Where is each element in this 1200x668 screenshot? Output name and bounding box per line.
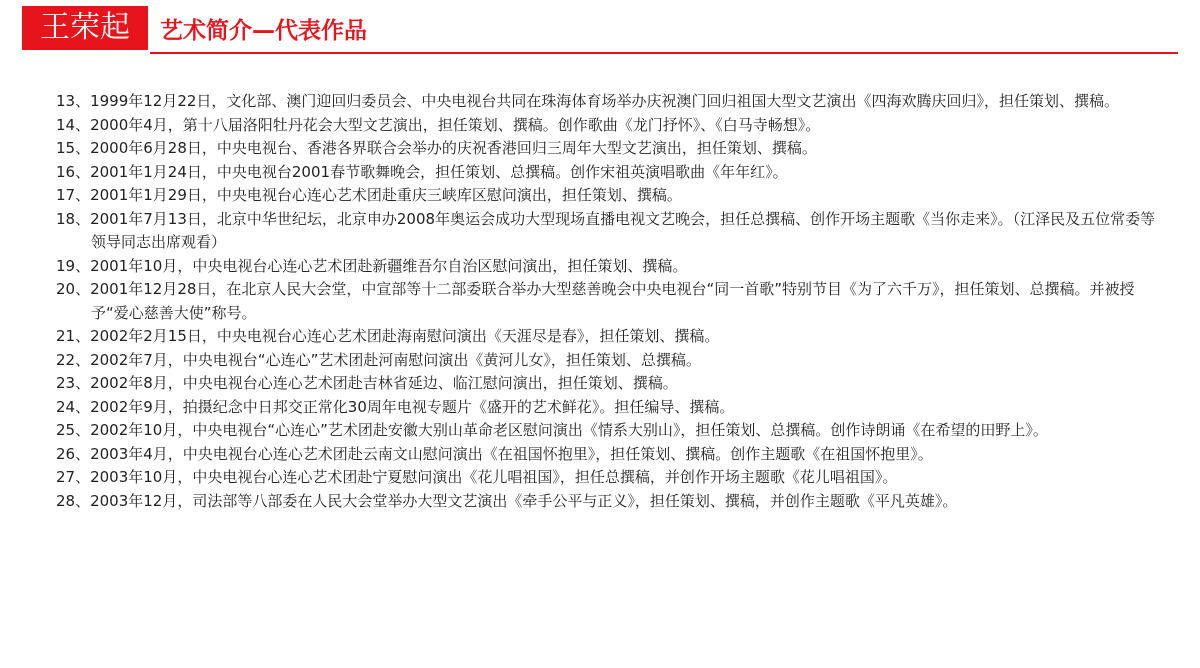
list-item: 18、2001年7月13日，北京中华世纪坛，北京申办2008年奥运会成功大型现场直播电视文艺晚会，担任总撰稿、创作开场主题歌《当你走来》。（江泽民及五位常委等领导同志出席观看） [56, 209, 1156, 251]
list-item: 27、2003年10月，中央电视台心连心艺术团赴宁夏慰问演出《花儿唱祖国》，担任总撰稿，并创作开场主题歌《花儿唱祖国》。 [56, 468, 898, 486]
list-item: 22、2002年7月，中央电视台“心连心”艺术团赴河南慰问演出《黄河儿女》，担任策划、总撰稿。 [56, 350, 701, 369]
list-item: 26、2003年4月，中央电视台心连心艺术团赴云南文山慰问演出《在祖国怀抱里》，担任策划、撰稿。创作主题歌《在祖国怀抱里》。 [56, 444, 933, 463]
list-item: 20、2001年12月28日，在北京人民大会堂，中宣部等十二部委联合举办大型慈善晚会中央电视台“同一首歌”特别节目《为了六千万》，担任策划、总撰稿。并被授予“爱心慈善大使”称号。 [56, 280, 1135, 322]
list-item: 17、2001年1月29日，中央电视台心连心艺术团赴重庆三峡库区慰问演出，担任策划、撰稿。 [56, 186, 682, 204]
list-item: 25、2002年10月，中央电视台“心连心”艺术团赴安徽大别山革命老区慰问演出《情系大别山》，担任策划、总撰稿。创作诗朗诵《在希望的田野上》。 [56, 421, 1048, 439]
list-item: 19、2001年10月，中央电视台心连心艺术团赴新疆维吾尔自治区慰问演出，担任策划、撰稿。 [56, 256, 688, 275]
name-badge: 王荣起 [22, 6, 148, 50]
list-item: 15、2000年6月28日，中央电视台、香港各界联合会举办的庆祝香港回归三周年大型文艺演出，担任策划、撰稿。 [56, 139, 817, 157]
list-item: 21、2002年2月15日，中央电视台心连心艺术团赴海南慰问演出《天涯尽是春》，担任策划、撰稿。 [56, 327, 720, 345]
list-item: 13、1999年12月22日，文化部、澳门迎回归委员会、中央电视台共同在珠海体育场举办庆祝澳门回归祖国大型文艺演出《四海欢腾庆回归》，担任策划、撰稿。 [56, 92, 1119, 110]
list-item: 23、2002年8月，中央电视台心连心艺术团赴吉林省延边、临江慰问演出，担任策划、撰稿。 [56, 374, 678, 392]
list-item: 14、2000年4月，第十八届洛阳牡丹花会大型文艺演出，担任策划、撰稿。创作歌曲《龙门抒怀》、《白马寺畅想》。 [56, 115, 821, 134]
list-item: 28、2003年12月，司法部等八部委在人民大会堂举办大型文艺演出《牵手公平与正义》，担任策划、撰稿，并创作主题歌《平凡英雄》。 [56, 491, 958, 510]
works-list [56, 90, 1164, 513]
header-divider [150, 52, 1178, 54]
list-item: 16、2001年1月24日，中央电视台2001春节歌舞晚会，担任策划、总撰稿。创作宋祖英演唱歌曲《年年红》。 [56, 162, 788, 181]
list-item: 24、2002年9月，拍摄纪念中日邦交正常化30周年电视专题片《盛开的艺术鲜花》。担任编导、撰稿。 [56, 397, 735, 416]
section-title: 艺术简介—代表作品 [160, 18, 367, 44]
